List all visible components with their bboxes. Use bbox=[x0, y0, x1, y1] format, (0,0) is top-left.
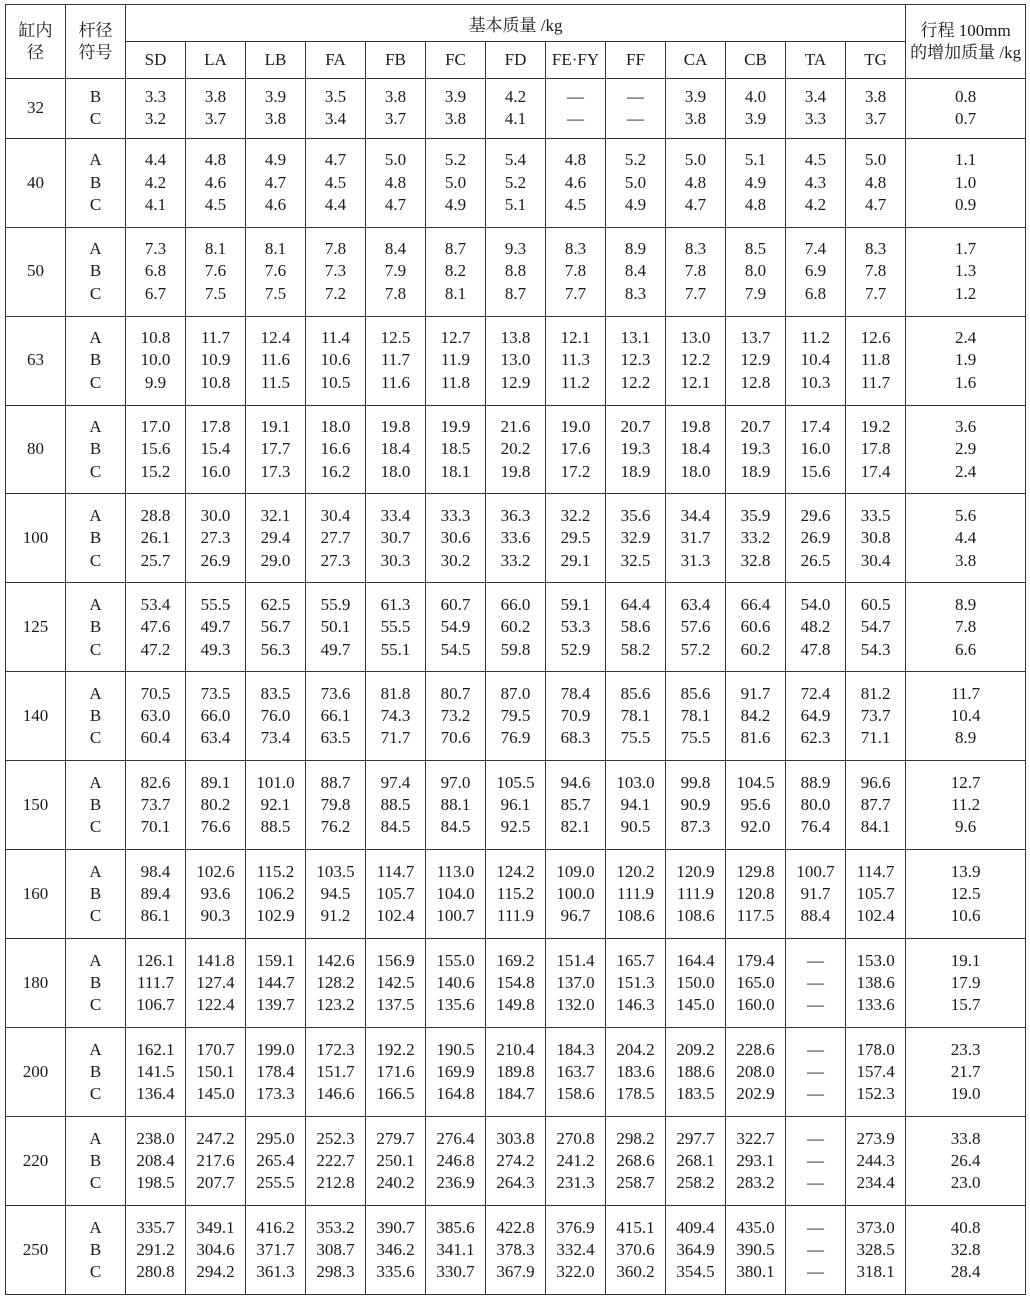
mass-cell: 8.5 8.0 7.9 bbox=[726, 227, 786, 316]
bore-cell: 160 bbox=[6, 850, 66, 939]
table-row bbox=[6, 405, 1026, 494]
mass-cell: 199.0 178.4 173.3 bbox=[246, 1028, 306, 1117]
stroke-mass-cell: 3.6 2.9 2.4 bbox=[906, 405, 1026, 494]
mass-cell: 238.0 208.4 198.5 bbox=[126, 1117, 186, 1206]
mass-cell: 81.8 74.3 71.7 bbox=[366, 672, 426, 761]
bore-cell: 180 bbox=[6, 939, 66, 1028]
mass-cell: 178.0 157.4 152.3 bbox=[846, 1028, 906, 1117]
rod-symbol-cell: A B C bbox=[66, 494, 126, 583]
mass-cell: 97.4 88.5 84.5 bbox=[366, 761, 426, 850]
mass-cell: 5.2 5.0 4.9 bbox=[606, 138, 666, 227]
mass-cell: 73.5 66.0 63.4 bbox=[186, 672, 246, 761]
mass-cell: 8.4 7.9 7.8 bbox=[366, 227, 426, 316]
mass-cell: 100.7 91.7 88.4 bbox=[786, 850, 846, 939]
mass-cell: 164.4 150.0 145.0 bbox=[666, 939, 726, 1028]
mass-cell: 70.5 63.0 60.4 bbox=[126, 672, 186, 761]
mass-cell: — — — bbox=[786, 1028, 846, 1117]
mass-cell: 124.2 115.2 111.9 bbox=[486, 850, 546, 939]
mass-cell: 169.2 154.8 149.8 bbox=[486, 939, 546, 1028]
rod-symbol-cell: B C bbox=[66, 79, 126, 139]
mass-cell: 32.2 29.5 29.1 bbox=[546, 494, 606, 583]
mass-cell: 159.1 144.7 139.7 bbox=[246, 939, 306, 1028]
mass-cell: 5.1 4.9 4.8 bbox=[726, 138, 786, 227]
mass-cell: 91.7 84.2 81.6 bbox=[726, 672, 786, 761]
mass-cell: 170.7 150.1 145.0 bbox=[186, 1028, 246, 1117]
stroke-mass-cell: 12.7 11.2 9.6 bbox=[906, 761, 1026, 850]
stroke-mass-cell: 5.6 4.4 3.8 bbox=[906, 494, 1026, 583]
bore-cell: 50 bbox=[6, 227, 66, 316]
bore-cell: 80 bbox=[6, 405, 66, 494]
mass-cell: 29.6 26.9 26.5 bbox=[786, 494, 846, 583]
base-mass-header: 基本质量 /kg bbox=[126, 5, 906, 42]
mass-cell: 13.0 12.2 12.1 bbox=[666, 316, 726, 405]
mass-cell: 179.4 165.0 160.0 bbox=[726, 939, 786, 1028]
bore-cell: 250 bbox=[6, 1205, 66, 1294]
mass-cell: 19.1 17.7 17.3 bbox=[246, 405, 306, 494]
mass-cell: 303.8 274.2 264.3 bbox=[486, 1117, 546, 1206]
mass-cell: 35.6 32.9 32.5 bbox=[606, 494, 666, 583]
rod-symbol-cell: A B C bbox=[66, 405, 126, 494]
mass-cell: 10.8 10.0 9.9 bbox=[126, 316, 186, 405]
mass-cell: 155.0 140.6 135.6 bbox=[426, 939, 486, 1028]
mass-cell: 98.4 89.4 86.1 bbox=[126, 850, 186, 939]
table-row bbox=[6, 227, 1026, 316]
table-row bbox=[6, 761, 1026, 850]
mass-cell: — — — bbox=[786, 1205, 846, 1294]
column-header: FE·FY bbox=[546, 42, 606, 79]
mass-cell: 33.3 30.6 30.2 bbox=[426, 494, 486, 583]
mass-cell: 141.8 127.4 122.4 bbox=[186, 939, 246, 1028]
column-header: FC bbox=[426, 42, 486, 79]
table-row bbox=[6, 316, 1026, 405]
mass-cell: 8.1 7.6 7.5 bbox=[186, 227, 246, 316]
bore-cell: 125 bbox=[6, 583, 66, 672]
bore-cell: 220 bbox=[6, 1117, 66, 1206]
mass-cell: 60.7 54.9 54.5 bbox=[426, 583, 486, 672]
mass-cell: 30.4 27.7 27.3 bbox=[306, 494, 366, 583]
mass-cell: 19.8 18.4 18.0 bbox=[366, 405, 426, 494]
mass-cell: 4.9 4.7 4.6 bbox=[246, 138, 306, 227]
stroke-mass-cell: 13.9 12.5 10.6 bbox=[906, 850, 1026, 939]
stroke-mass-cell: 11.7 10.4 8.9 bbox=[906, 672, 1026, 761]
mass-cell: 20.7 19.3 18.9 bbox=[606, 405, 666, 494]
mass-cell: 88.7 79.8 76.2 bbox=[306, 761, 366, 850]
mass-cell: 8.3 7.8 7.7 bbox=[666, 227, 726, 316]
mass-cell: 101.0 92.1 88.5 bbox=[246, 761, 306, 850]
column-header: FF bbox=[606, 42, 666, 79]
mass-cell: 5.0 4.8 4.7 bbox=[366, 138, 426, 227]
mass-cell: 190.5 169.9 164.8 bbox=[426, 1028, 486, 1117]
mass-cell: 82.6 73.7 70.1 bbox=[126, 761, 186, 850]
mass-cell: 373.0 328.5 318.1 bbox=[846, 1205, 906, 1294]
column-header: FA bbox=[306, 42, 366, 79]
mass-cell: 19.9 18.5 18.1 bbox=[426, 405, 486, 494]
mass-cell: 151.4 137.0 132.0 bbox=[546, 939, 606, 1028]
mass-cell: 120.9 111.9 108.6 bbox=[666, 850, 726, 939]
rod-header: 杆径 符号 bbox=[66, 5, 126, 79]
column-header: CB bbox=[726, 42, 786, 79]
mass-cell: — — bbox=[606, 79, 666, 139]
mass-cell: 62.5 56.7 56.3 bbox=[246, 583, 306, 672]
mass-cell: 20.7 19.3 18.9 bbox=[726, 405, 786, 494]
mass-cell: 409.4 364.9 354.5 bbox=[666, 1205, 726, 1294]
mass-cell: 17.4 16.0 15.6 bbox=[786, 405, 846, 494]
mass-cell: 8.1 7.6 7.5 bbox=[246, 227, 306, 316]
mass-cell: 322.7 293.1 283.2 bbox=[726, 1117, 786, 1206]
mass-cell: 4.5 4.3 4.2 bbox=[786, 138, 846, 227]
mass-cell: 114.7 105.7 102.4 bbox=[846, 850, 906, 939]
mass-cell: 8.7 8.2 8.1 bbox=[426, 227, 486, 316]
mass-cell: 33.4 30.7 30.3 bbox=[366, 494, 426, 583]
mass-cell: 96.6 87.7 84.1 bbox=[846, 761, 906, 850]
mass-cell: 64.4 58.6 58.2 bbox=[606, 583, 666, 672]
mass-cell: 3.9 3.8 bbox=[666, 79, 726, 139]
bore-cell: 200 bbox=[6, 1028, 66, 1117]
bore-cell: 63 bbox=[6, 316, 66, 405]
mass-cell: 94.6 85.7 82.1 bbox=[546, 761, 606, 850]
mass-cell: 9.3 8.8 8.7 bbox=[486, 227, 546, 316]
mass-cell: 415.1 370.6 360.2 bbox=[606, 1205, 666, 1294]
stroke-mass-cell: 0.8 0.7 bbox=[906, 79, 1026, 139]
mass-cell: 126.1 111.7 106.7 bbox=[126, 939, 186, 1028]
mass-cell: — — bbox=[546, 79, 606, 139]
bore-header: 缸内 径 bbox=[6, 5, 66, 79]
mass-cell: 88.9 80.0 76.4 bbox=[786, 761, 846, 850]
mass-cell: — — — bbox=[786, 1117, 846, 1206]
mass-cell: 142.6 128.2 123.2 bbox=[306, 939, 366, 1028]
mass-cell: 247.2 217.6 207.7 bbox=[186, 1117, 246, 1206]
mass-cell: 21.6 20.2 19.8 bbox=[486, 405, 546, 494]
mass-cell: 416.2 371.7 361.3 bbox=[246, 1205, 306, 1294]
stroke-mass-cell: 8.9 7.8 6.6 bbox=[906, 583, 1026, 672]
mass-cell: 83.5 76.0 73.4 bbox=[246, 672, 306, 761]
bore-cell: 100 bbox=[6, 494, 66, 583]
mass-cell: 99.8 90.9 87.3 bbox=[666, 761, 726, 850]
mass-cell: 279.7 250.1 240.2 bbox=[366, 1117, 426, 1206]
mass-cell: 3.8 3.7 bbox=[186, 79, 246, 139]
mass-cell: 35.9 33.2 32.8 bbox=[726, 494, 786, 583]
mass-cell: 19.0 17.6 17.2 bbox=[546, 405, 606, 494]
mass-cell: 204.2 183.6 178.5 bbox=[606, 1028, 666, 1117]
mass-cell: 335.7 291.2 280.8 bbox=[126, 1205, 186, 1294]
rod-symbol-cell: A B C bbox=[66, 227, 126, 316]
mass-cell: 103.0 94.1 90.5 bbox=[606, 761, 666, 850]
mass-cell: 11.4 10.6 10.5 bbox=[306, 316, 366, 405]
mass-cell: 385.6 341.1 330.7 bbox=[426, 1205, 486, 1294]
mass-cell: 435.0 390.5 380.1 bbox=[726, 1205, 786, 1294]
mass-cell: 55.9 50.1 49.7 bbox=[306, 583, 366, 672]
mass-cell: 17.0 15.6 15.2 bbox=[126, 405, 186, 494]
mass-cell: 353.2 308.7 298.3 bbox=[306, 1205, 366, 1294]
mass-cell: 153.0 138.6 133.6 bbox=[846, 939, 906, 1028]
mass-cell: 120.2 111.9 108.6 bbox=[606, 850, 666, 939]
mass-cell: 104.5 95.6 92.0 bbox=[726, 761, 786, 850]
bore-cell: 32 bbox=[6, 79, 66, 139]
mass-cell: 156.9 142.5 137.5 bbox=[366, 939, 426, 1028]
column-header: LA bbox=[186, 42, 246, 79]
table-row bbox=[6, 1028, 1026, 1117]
mass-cell: 422.8 378.3 367.9 bbox=[486, 1205, 546, 1294]
rod-symbol-cell: A B C bbox=[66, 1028, 126, 1117]
mass-cell: 5.0 4.8 4.7 bbox=[846, 138, 906, 227]
bore-cell: 150 bbox=[6, 761, 66, 850]
cylinder-mass-table bbox=[5, 4, 1026, 1295]
mass-cell: 276.4 246.8 236.9 bbox=[426, 1117, 486, 1206]
mass-cell: 63.4 57.6 57.2 bbox=[666, 583, 726, 672]
mass-cell: 210.4 189.8 184.7 bbox=[486, 1028, 546, 1117]
rod-symbol-cell: A B C bbox=[66, 138, 126, 227]
mass-cell: 66.0 60.2 59.8 bbox=[486, 583, 546, 672]
mass-cell: 30.0 27.3 26.9 bbox=[186, 494, 246, 583]
mass-cell: 32.1 29.4 29.0 bbox=[246, 494, 306, 583]
mass-cell: 36.3 33.6 33.2 bbox=[486, 494, 546, 583]
mass-cell: 297.7 268.1 258.2 bbox=[666, 1117, 726, 1206]
mass-cell: 3.8 3.7 bbox=[846, 79, 906, 139]
mass-cell: 270.8 241.2 231.3 bbox=[546, 1117, 606, 1206]
mass-cell: 66.4 60.6 60.2 bbox=[726, 583, 786, 672]
mass-cell: 129.8 120.8 117.5 bbox=[726, 850, 786, 939]
mass-cell: 109.0 100.0 96.7 bbox=[546, 850, 606, 939]
mass-cell: 97.0 88.1 84.5 bbox=[426, 761, 486, 850]
stroke-mass-cell: 40.8 32.8 28.4 bbox=[906, 1205, 1026, 1294]
mass-cell: 184.3 163.7 158.6 bbox=[546, 1028, 606, 1117]
mass-cell: — — — bbox=[786, 939, 846, 1028]
mass-cell: 55.5 49.7 49.3 bbox=[186, 583, 246, 672]
rod-symbol-cell: A B C bbox=[66, 761, 126, 850]
mass-cell: 12.1 11.3 11.2 bbox=[546, 316, 606, 405]
stroke-mass-header: 行程 100mm 的增加质量 /kg bbox=[906, 5, 1026, 79]
mass-cell: 12.7 11.9 11.8 bbox=[426, 316, 486, 405]
mass-cell: 17.8 15.4 16.0 bbox=[186, 405, 246, 494]
mass-cell: 7.8 7.3 7.2 bbox=[306, 227, 366, 316]
mass-cell: 295.0 265.4 255.5 bbox=[246, 1117, 306, 1206]
mass-cell: 5.0 4.8 4.7 bbox=[666, 138, 726, 227]
stroke-mass-cell: 1.1 1.0 0.9 bbox=[906, 138, 1026, 227]
mass-cell: 60.5 54.7 54.3 bbox=[846, 583, 906, 672]
mass-cell: 3.9 3.8 bbox=[246, 79, 306, 139]
mass-cell: 54.0 48.2 47.8 bbox=[786, 583, 846, 672]
mass-cell: 72.4 64.9 62.3 bbox=[786, 672, 846, 761]
column-header: FD bbox=[486, 42, 546, 79]
mass-cell: 59.1 53.3 52.9 bbox=[546, 583, 606, 672]
rod-symbol-cell: A B C bbox=[66, 583, 126, 672]
mass-cell: 273.9 244.3 234.4 bbox=[846, 1117, 906, 1206]
rod-symbol-cell: A B C bbox=[66, 939, 126, 1028]
mass-cell: 53.4 47.6 47.2 bbox=[126, 583, 186, 672]
table-row bbox=[6, 1205, 1026, 1294]
stroke-mass-cell: 33.8 26.4 23.0 bbox=[906, 1117, 1026, 1206]
mass-cell: 165.7 151.3 146.3 bbox=[606, 939, 666, 1028]
column-header: TG bbox=[846, 42, 906, 79]
mass-cell: 87.0 79.5 76.9 bbox=[486, 672, 546, 761]
table-row bbox=[6, 79, 1026, 139]
mass-cell: 33.5 30.8 30.4 bbox=[846, 494, 906, 583]
mass-cell: 4.0 3.9 bbox=[726, 79, 786, 139]
mass-cell: 3.3 3.2 bbox=[126, 79, 186, 139]
mass-cell: 19.8 18.4 18.0 bbox=[666, 405, 726, 494]
mass-cell: 81.2 73.7 71.1 bbox=[846, 672, 906, 761]
table-row bbox=[6, 138, 1026, 227]
mass-cell: 11.7 10.9 10.8 bbox=[186, 316, 246, 405]
column-header: FB bbox=[366, 42, 426, 79]
mass-cell: 8.3 7.8 7.7 bbox=[546, 227, 606, 316]
mass-cell: 4.7 4.5 4.4 bbox=[306, 138, 366, 227]
mass-cell: 4.8 4.6 4.5 bbox=[546, 138, 606, 227]
mass-cell: 3.8 3.7 bbox=[366, 79, 426, 139]
mass-cell: 85.6 78.1 75.5 bbox=[606, 672, 666, 761]
bore-cell: 40 bbox=[6, 138, 66, 227]
mass-cell: 78.4 70.9 68.3 bbox=[546, 672, 606, 761]
table-row bbox=[6, 939, 1026, 1028]
mass-cell: 103.5 94.5 91.2 bbox=[306, 850, 366, 939]
stroke-mass-cell: 1.7 1.3 1.2 bbox=[906, 227, 1026, 316]
mass-cell: 12.6 11.8 11.7 bbox=[846, 316, 906, 405]
mass-cell: 4.2 4.1 bbox=[486, 79, 546, 139]
mass-cell: 7.4 6.9 6.8 bbox=[786, 227, 846, 316]
mass-cell: 192.2 171.6 166.5 bbox=[366, 1028, 426, 1117]
stroke-mass-cell: 19.1 17.9 15.7 bbox=[906, 939, 1026, 1028]
mass-cell: 4.8 4.6 4.5 bbox=[186, 138, 246, 227]
table-row bbox=[6, 583, 1026, 672]
mass-cell: 8.3 7.8 7.7 bbox=[846, 227, 906, 316]
mass-cell: 85.6 78.1 75.5 bbox=[666, 672, 726, 761]
mass-cell: 3.4 3.3 bbox=[786, 79, 846, 139]
mass-cell: 162.1 141.5 136.4 bbox=[126, 1028, 186, 1117]
mass-cell: 102.6 93.6 90.3 bbox=[186, 850, 246, 939]
mass-cell: 11.2 10.4 10.3 bbox=[786, 316, 846, 405]
mass-cell: 113.0 104.0 100.7 bbox=[426, 850, 486, 939]
mass-cell: 172.3 151.7 146.6 bbox=[306, 1028, 366, 1117]
column-header: SD bbox=[126, 42, 186, 79]
rod-symbol-cell: A B C bbox=[66, 850, 126, 939]
bore-cell: 140 bbox=[6, 672, 66, 761]
rod-symbol-cell: A B C bbox=[66, 1117, 126, 1206]
mass-cell: 390.7 346.2 335.6 bbox=[366, 1205, 426, 1294]
mass-cell: 228.6 208.0 202.9 bbox=[726, 1028, 786, 1117]
mass-cell: 73.6 66.1 63.5 bbox=[306, 672, 366, 761]
mass-cell: 3.5 3.4 bbox=[306, 79, 366, 139]
mass-cell: 349.1 304.6 294.2 bbox=[186, 1205, 246, 1294]
stroke-mass-cell: 2.4 1.9 1.6 bbox=[906, 316, 1026, 405]
mass-cell: 18.0 16.6 16.2 bbox=[306, 405, 366, 494]
mass-cell: 61.3 55.5 55.1 bbox=[366, 583, 426, 672]
mass-cell: 7.3 6.8 6.7 bbox=[126, 227, 186, 316]
mass-cell: 8.9 8.4 8.3 bbox=[606, 227, 666, 316]
mass-cell: 5.2 5.0 4.9 bbox=[426, 138, 486, 227]
mass-cell: 114.7 105.7 102.4 bbox=[366, 850, 426, 939]
mass-cell: 3.9 3.8 bbox=[426, 79, 486, 139]
table-row bbox=[6, 672, 1026, 761]
mass-cell: 298.2 268.6 258.7 bbox=[606, 1117, 666, 1206]
mass-cell: 80.7 73.2 70.6 bbox=[426, 672, 486, 761]
mass-cell: 89.1 80.2 76.6 bbox=[186, 761, 246, 850]
rod-symbol-cell: A B C bbox=[66, 1205, 126, 1294]
stroke-mass-cell: 23.3 21.7 19.0 bbox=[906, 1028, 1026, 1117]
mass-cell: 19.2 17.8 17.4 bbox=[846, 405, 906, 494]
mass-cell: 115.2 106.2 102.9 bbox=[246, 850, 306, 939]
mass-cell: 12.5 11.7 11.6 bbox=[366, 316, 426, 405]
mass-cell: 28.8 26.1 25.7 bbox=[126, 494, 186, 583]
mass-cell: 13.7 12.9 12.8 bbox=[726, 316, 786, 405]
mass-cell: 252.3 222.7 212.8 bbox=[306, 1117, 366, 1206]
mass-cell: 13.1 12.3 12.2 bbox=[606, 316, 666, 405]
mass-cell: 376.9 332.4 322.0 bbox=[546, 1205, 606, 1294]
mass-cell: 34.4 31.7 31.3 bbox=[666, 494, 726, 583]
column-header: TA bbox=[786, 42, 846, 79]
mass-cell: 209.2 188.6 183.5 bbox=[666, 1028, 726, 1117]
table-row bbox=[6, 1117, 1026, 1206]
column-header: LB bbox=[246, 42, 306, 79]
mass-cell: 5.4 5.2 5.1 bbox=[486, 138, 546, 227]
table-row bbox=[6, 494, 1026, 583]
table-row bbox=[6, 850, 1026, 939]
rod-symbol-cell: A B C bbox=[66, 316, 126, 405]
mass-cell: 4.4 4.2 4.1 bbox=[126, 138, 186, 227]
column-header: CA bbox=[666, 42, 726, 79]
mass-cell: 13.8 13.0 12.9 bbox=[486, 316, 546, 405]
mass-cell: 12.4 11.6 11.5 bbox=[246, 316, 306, 405]
mass-cell: 105.5 96.1 92.5 bbox=[486, 761, 546, 850]
rod-symbol-cell: A B C bbox=[66, 672, 126, 761]
